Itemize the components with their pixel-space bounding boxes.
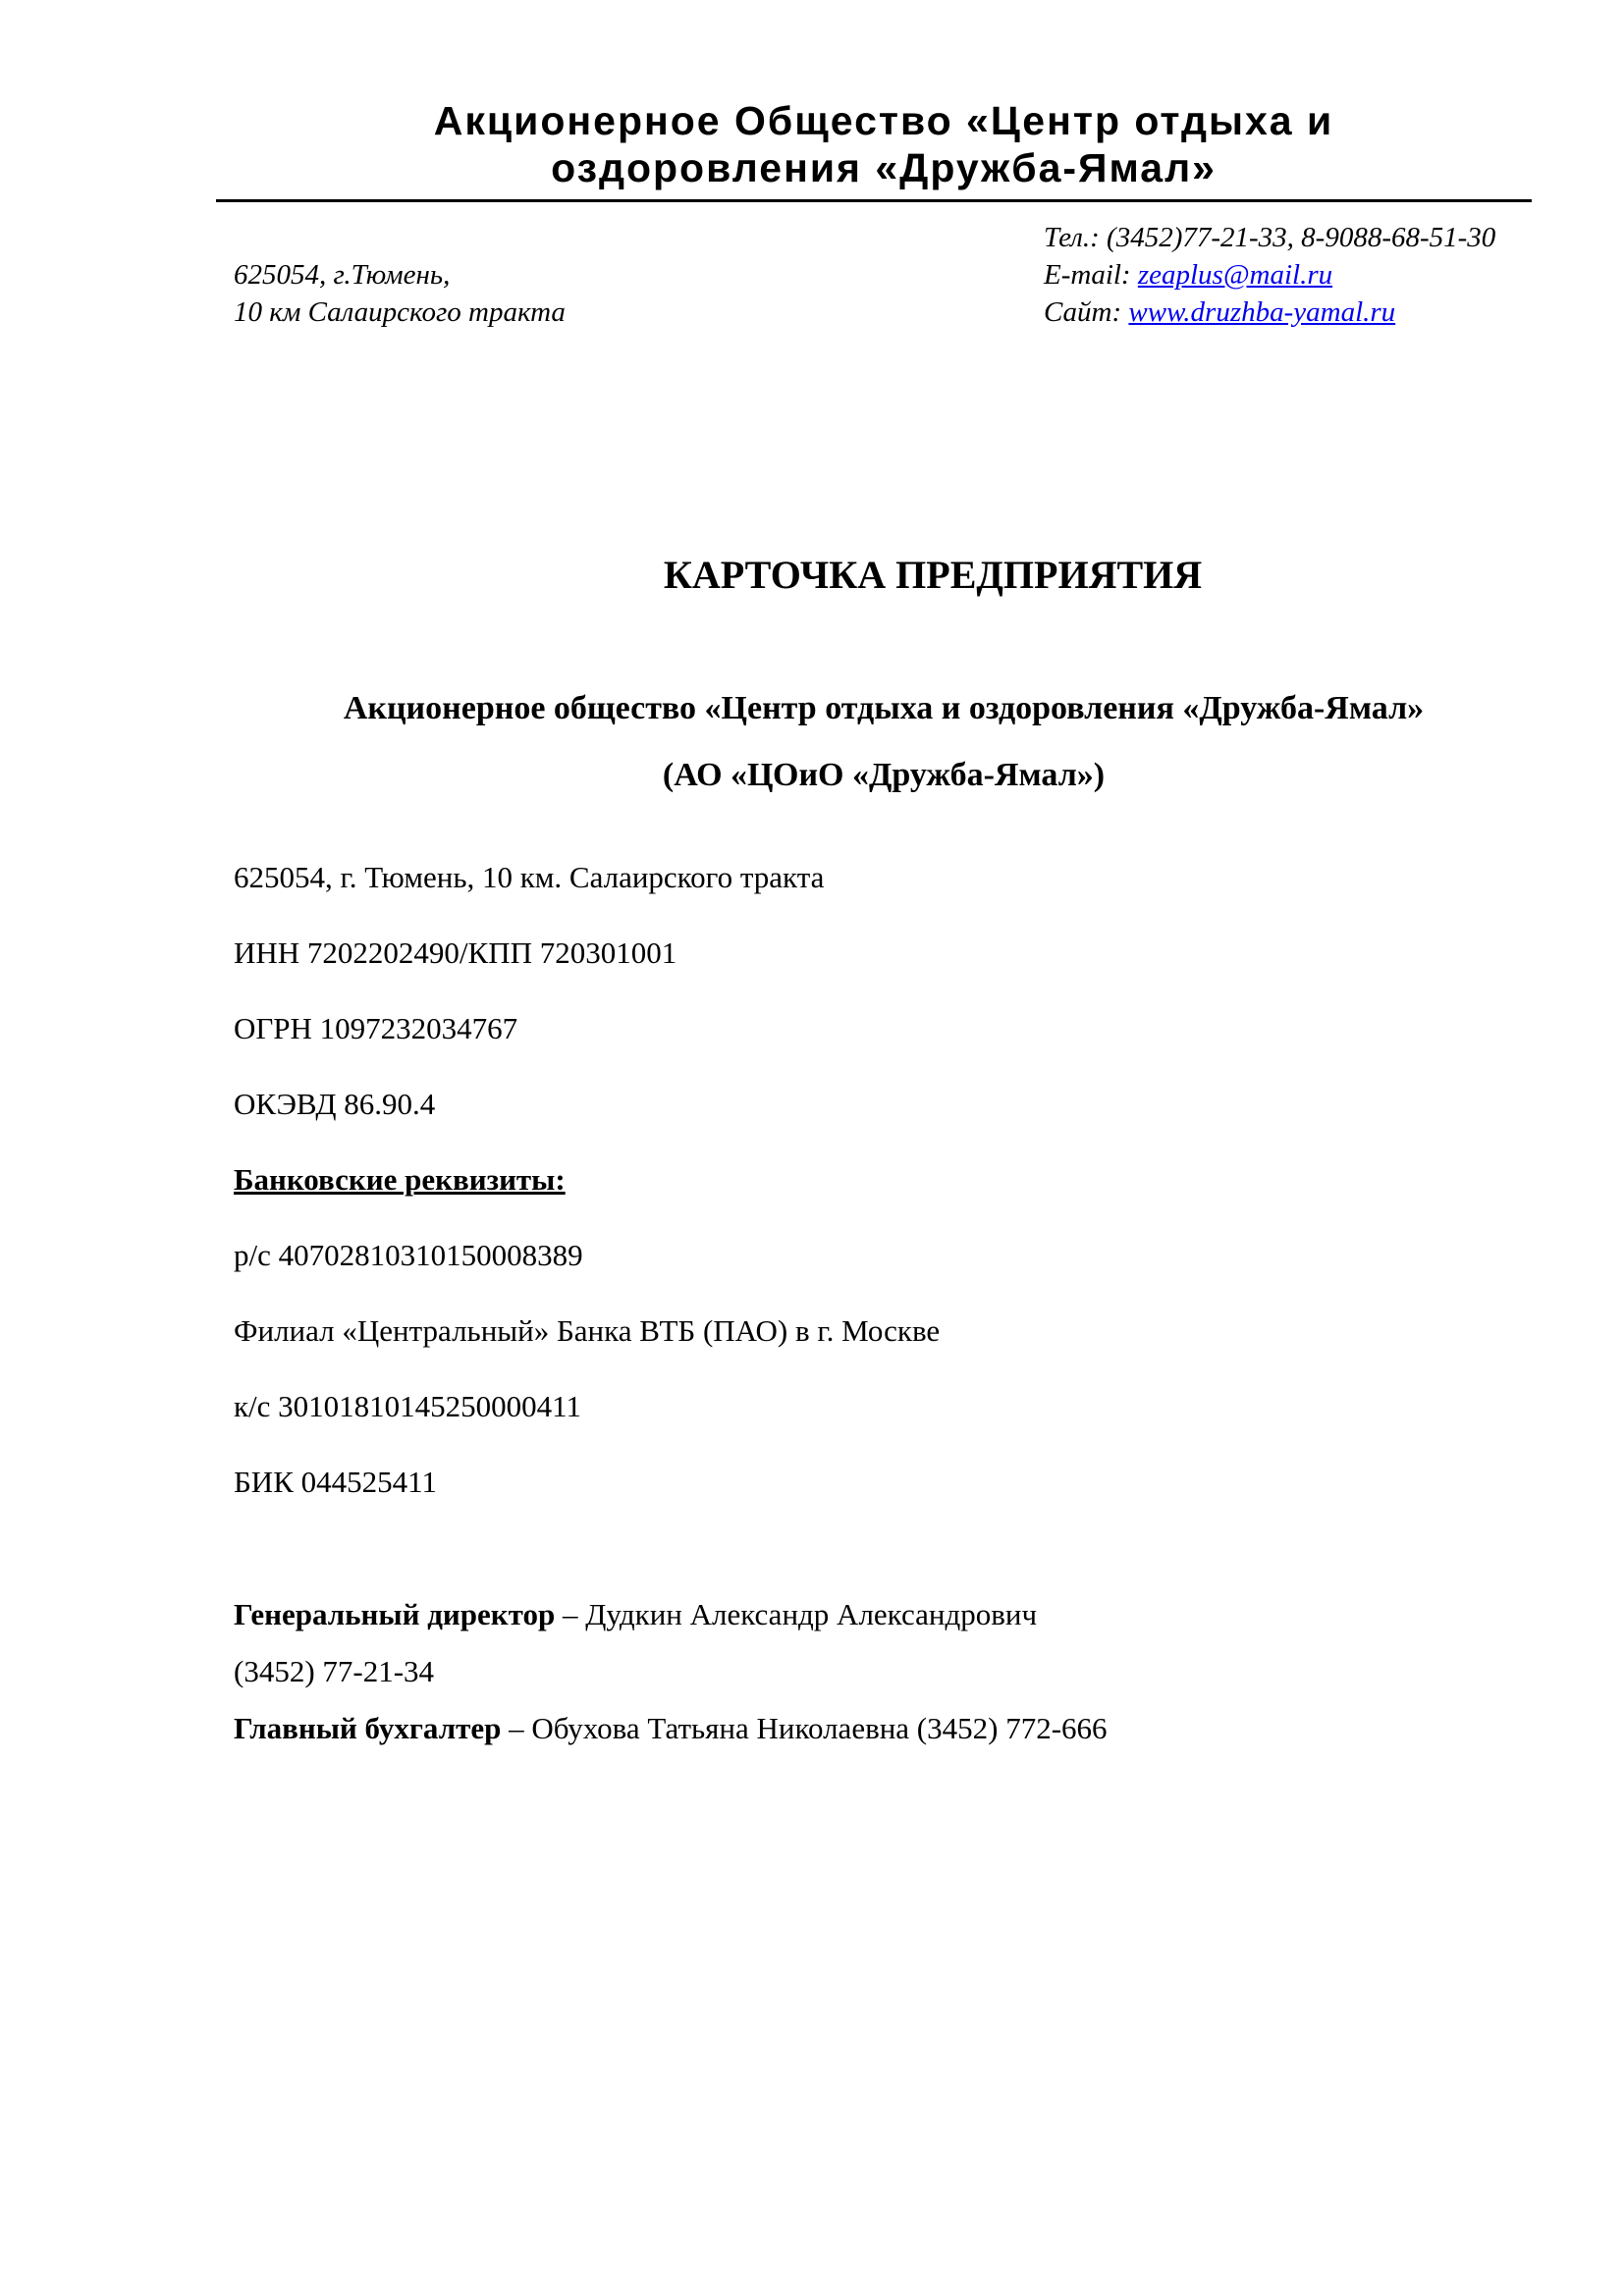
email-label: E-mail: <box>1044 259 1138 291</box>
letterhead-title-line1: Акционерное Общество «Центр отдыха и <box>433 98 1334 143</box>
correspondent-account: к/с 30101810145250000411 <box>234 1389 582 1423</box>
settlement-account: р/с 40702810310150008389 <box>234 1238 583 1272</box>
letterhead-site <box>1044 295 1395 329</box>
accountant-value: – Обухова Татьяна Николаевна (3452) 772-666 <box>501 1711 1108 1745</box>
org-address: 625054, г. Тюмень, 10 км. Салаирского тракта <box>234 860 825 894</box>
inn-kpp: ИНН 7202202490/КПП 720301001 <box>234 935 677 970</box>
accountant-line <box>234 1711 1108 1746</box>
letterhead-address-line2: 10 км Салаирского тракта <box>234 296 566 328</box>
director-line <box>234 1597 1037 1632</box>
site-link[interactable]: www.druzhba-yamal.ru <box>1128 296 1396 328</box>
director-phone: (3452) 77-21-34 <box>234 1654 435 1688</box>
document-title: КАРТОЧКА ПРЕДПРИЯТИЯ <box>663 553 1203 597</box>
org-short-name: (АО «ЦОиО «Дружба-Ямал») <box>662 757 1106 793</box>
site-label: Сайт: <box>1044 296 1129 328</box>
bank-details-heading: Банковские реквизиты: <box>234 1162 566 1197</box>
okved: ОКЭВД 86.90.4 <box>234 1087 436 1121</box>
bik: БИК 044525411 <box>234 1465 437 1499</box>
accountant-label: Главный бухгалтер <box>234 1711 502 1745</box>
director-label: Генеральный директор <box>234 1597 556 1631</box>
letterhead-divider <box>216 199 1532 202</box>
letterhead-email <box>1044 258 1332 292</box>
letterhead-title-line2: оздоровления «Дружба-Ямал» <box>551 145 1217 190</box>
director-value: – Дудкин Александр Александрович <box>555 1597 1038 1631</box>
ogrn: ОГРН 1097232034767 <box>234 1011 518 1045</box>
bank-name: Филиал «Центральный» Банка ВТБ (ПАО) в г. Москве <box>234 1313 941 1348</box>
letterhead-phone: Тел.: (3452)77-21-33, 8-9088-68-51-30 <box>1044 222 1496 253</box>
letterhead-address-line1: 625054, г.Тюмень, <box>234 259 451 291</box>
org-full-name: Акционерное общество «Центр отдыха и оздоровления «Дружба-Ямал» <box>343 690 1425 726</box>
email-link[interactable]: zeaplus@mail.ru <box>1137 259 1333 291</box>
